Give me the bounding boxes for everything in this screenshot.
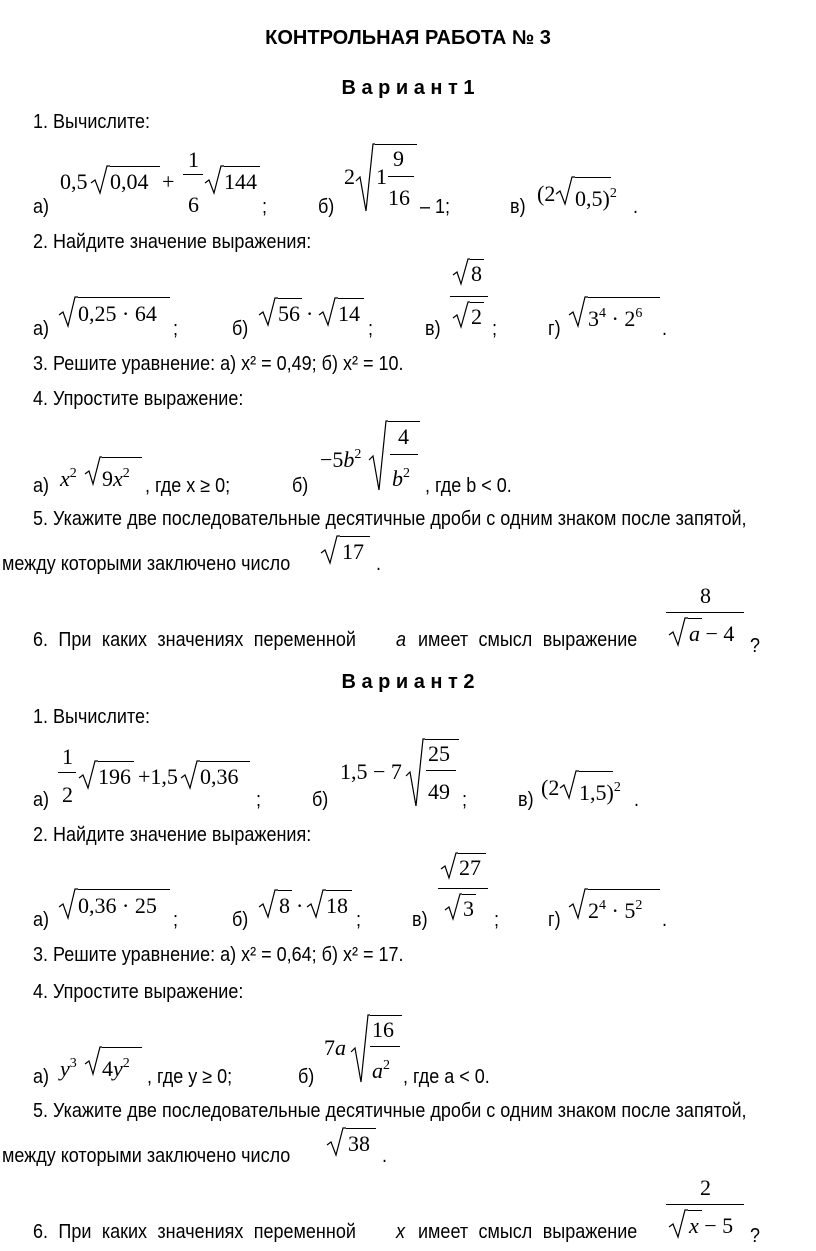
task-6-text-b: имеет смысл выражение — [418, 1221, 638, 1243]
task-5-line2: между которыми заключено число — [2, 1145, 291, 1167]
radical-sign — [326, 1127, 346, 1157]
variant-heading: В а р и а н т 1 — [341, 77, 475, 99]
task-1c-label: в) — [510, 196, 526, 218]
radical-sign — [84, 456, 102, 486]
variant-heading: В а р и а н т 2 — [341, 671, 475, 693]
task-1-prompt: 1. Вычислите: — [33, 111, 150, 133]
radical-sign — [320, 535, 340, 565]
task-1a-end: ; — [256, 789, 262, 811]
radical-sign — [452, 258, 470, 286]
task-1b-label: б) — [318, 196, 335, 218]
task-6-variable: x — [396, 1221, 405, 1243]
fraction-numerator: 8 — [700, 583, 711, 608]
radical-sign — [204, 165, 224, 195]
task-6-end: ? — [750, 635, 761, 657]
task-2a-label: а) — [33, 318, 50, 340]
task-6-text-a: 6. При каких значениях переменной — [33, 629, 356, 651]
radical-sign — [90, 165, 110, 195]
task-6-text-b: имеет смысл выражение — [418, 629, 638, 651]
task-1-prompt: 1. Вычислите: — [33, 706, 150, 728]
task-6-end: ? — [750, 1225, 761, 1247]
radical-sign — [180, 760, 200, 790]
task-1a-label: а) — [33, 196, 50, 218]
task-1c-end: . — [633, 196, 639, 218]
task-3: 3. Решите уравнение: а) x² = 0,64; б) x² = 17. — [33, 944, 404, 966]
radical-sign — [258, 297, 278, 327]
task-2c-label: в) — [425, 318, 441, 340]
radical-sign — [440, 852, 458, 880]
radical-sign — [452, 301, 470, 329]
radical-sign — [405, 738, 425, 808]
radical-sign — [58, 296, 78, 328]
radical-sign — [84, 1046, 102, 1076]
task-2-prompt: 2. Найдите значение выражения: — [33, 824, 312, 846]
task-4-prompt: 4. Упростите выражение: — [33, 981, 244, 1003]
task-4b-label: б) — [292, 475, 309, 497]
task-5-line2: между которыми заключено число — [2, 553, 291, 575]
radical-sign — [258, 889, 278, 919]
task-1a-end: ; — [262, 196, 268, 218]
task-4-prompt: 4. Упростите выражение: — [33, 388, 244, 410]
task-2b-label: б) — [232, 909, 249, 931]
radical-sign — [668, 617, 688, 647]
task-2a-end: ; — [173, 909, 179, 931]
radical-sign — [350, 1014, 370, 1084]
task-5-line1: 5. Укажите две последовательные десятичные дроби с одним знаком после запятой, — [33, 508, 747, 530]
task-4a-label: а) — [33, 1066, 50, 1088]
radical-sign — [306, 889, 326, 919]
task-2b-end: ; — [356, 909, 362, 931]
page-title: КОНТРОЛЬНАЯ РАБОТА № 3 — [265, 27, 551, 49]
radical-sign — [58, 888, 78, 920]
task-1c-end: . — [634, 789, 640, 811]
task-2b-label: б) — [232, 318, 249, 340]
task-4a-label: а) — [33, 475, 50, 497]
radical-sign — [568, 296, 588, 328]
task-2d-label: г) — [548, 318, 561, 340]
radical-sign — [78, 760, 98, 790]
task-2a-end: ; — [173, 318, 179, 340]
task-4a-end: , где y ≥ 0; — [147, 1066, 233, 1088]
radical-sign — [355, 143, 375, 213]
radical-sign — [559, 770, 579, 800]
radical-sign — [555, 176, 575, 206]
radical-sign — [568, 888, 588, 920]
task-2-prompt: 2. Найдите значение выражения: — [33, 231, 312, 253]
task-1c-label: в) — [518, 789, 534, 811]
task-2c-end: ; — [494, 909, 500, 931]
fraction-numerator: 2 — [700, 1175, 711, 1200]
task-1a-label: а) — [33, 789, 50, 811]
task-6-text-a: 6. При каких значениях переменной — [33, 1221, 356, 1243]
task-2d-end: . — [662, 318, 668, 340]
task-4b-end: , где b < 0. — [425, 475, 512, 497]
task-2a-label: а) — [33, 909, 50, 931]
task-2b-end: ; — [368, 318, 374, 340]
task-2c-label: в) — [412, 909, 428, 931]
task-5-line1: 5. Укажите две последовательные десятичные дроби с одним знаком после запятой, — [33, 1100, 747, 1122]
radical-sign — [668, 1209, 688, 1239]
task-2c-end: ; — [492, 318, 498, 340]
task-4b-end: , где a < 0. — [403, 1066, 490, 1088]
radical-sign — [444, 893, 462, 921]
task-2d-end: . — [662, 909, 668, 931]
task-2d-label: г) — [548, 909, 561, 931]
radical-sign — [318, 297, 338, 327]
task-1b-label: б) — [312, 789, 329, 811]
task-4a-end: , где x ≥ 0; — [145, 475, 231, 497]
task-4b-label: б) — [298, 1066, 315, 1088]
radical-sign — [368, 420, 388, 492]
task-1b-end: – 1; — [420, 196, 451, 218]
task-3: 3. Решите уравнение: а) x² = 0,49; б) x² = 10. — [33, 353, 404, 375]
task-1b-end: ; — [462, 789, 468, 811]
task-6-variable: a — [396, 629, 407, 651]
